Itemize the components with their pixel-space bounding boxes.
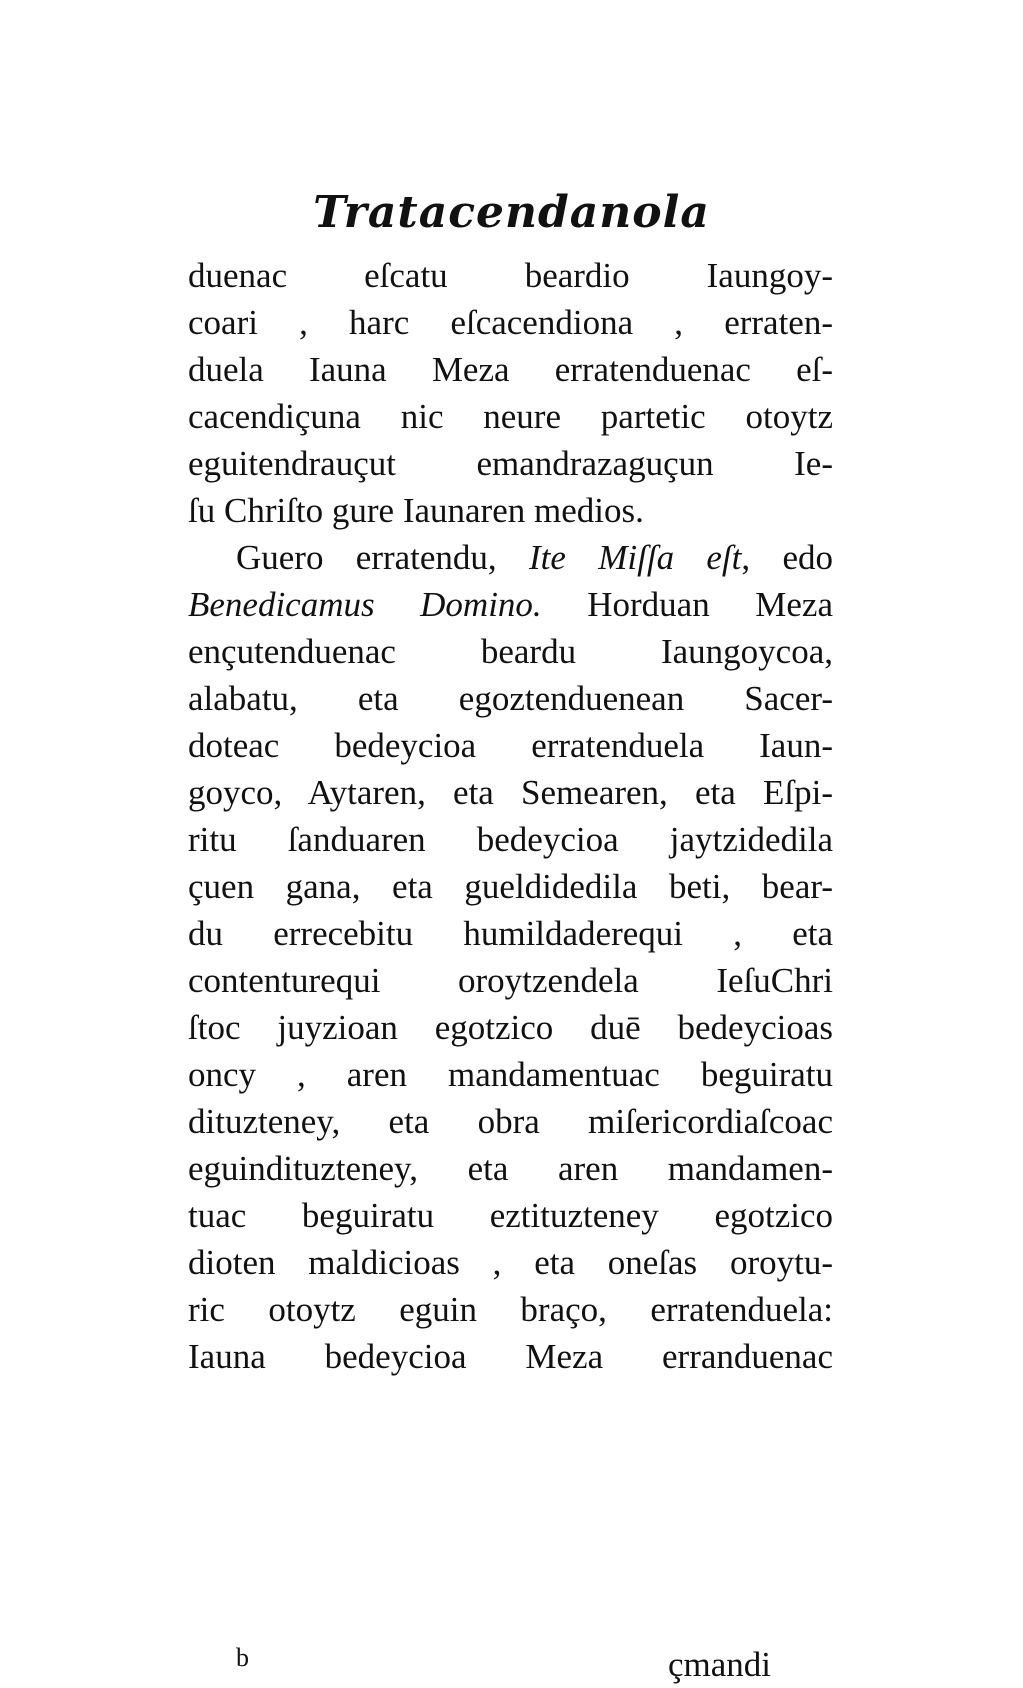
text-line: goyco, Aytaren, eta Semearen, eta Eſpi-: [188, 773, 833, 812]
text-line: çuen gana, eta gueldidedila beti, bear-: [188, 867, 833, 906]
signature-mark: b: [236, 1643, 249, 1672]
text-line: dioten maldicioas , eta oneſas oroytu-: [188, 1243, 833, 1282]
text-line: doteac bedeycioa erratenduela Iaun-: [188, 726, 833, 765]
text-line: duela Iauna Meza erratenduenac eſ-: [188, 350, 833, 389]
text-line: cacendiçuna nic neure partetic otoytz: [188, 397, 833, 436]
running-head: Tratacendanola: [313, 187, 710, 238]
text-line: ritu ſanduaren bedeycioa jaytzidedila: [188, 820, 833, 859]
text-line: eguitendrauçut emandrazaguçun Ie-: [188, 444, 833, 483]
text-line: alabatu, eta egoztenduenean Sacer-: [188, 679, 833, 718]
text-line: contenturequi oroytzendela IeſuChri: [188, 961, 833, 1000]
text-run: Horduan Meza: [541, 585, 833, 624]
text-line: ençutenduenac beardu Iaungoycoa,: [188, 632, 833, 671]
text-line: ric otoytz eguin braço, erratenduela:: [188, 1290, 833, 1329]
text-line: oncy , aren mandamentuac beguiratu: [188, 1055, 833, 1094]
italic-phrase: Ite Miſſa eſt: [529, 538, 742, 577]
text-line: coari , harc eſcacendiona , erraten-: [188, 303, 833, 342]
text-line: ſtoc juyzioan egotzico duē bedeycioas: [188, 1008, 833, 1047]
italic-phrase: Benedicamus Domino.: [188, 585, 542, 624]
catchword: çmandi: [668, 1645, 772, 1684]
text-line: duenac eſcatu beardio Iaungoy-: [188, 256, 833, 295]
text-run: Guero erratendu,: [236, 538, 529, 577]
text-line: [188, 534, 833, 581]
text-line: du errecebitu humildaderequi , eta: [188, 914, 833, 953]
text-line: ſu Chriſto gure Iaunaren medios.: [188, 491, 644, 530]
text-line: eguindituzteney, eta aren mandamen-: [188, 1149, 833, 1188]
text-line: Iauna bedeycioa Meza erranduenac: [188, 1337, 833, 1376]
text-line: dituzteney, eta obra miſericordiaſcoac: [188, 1102, 833, 1141]
text-run: , edo: [741, 538, 833, 577]
text-line: [188, 581, 833, 628]
body-text: [188, 252, 833, 1380]
text-line: tuac beguiratu eztituzteney egotzico: [188, 1196, 833, 1235]
